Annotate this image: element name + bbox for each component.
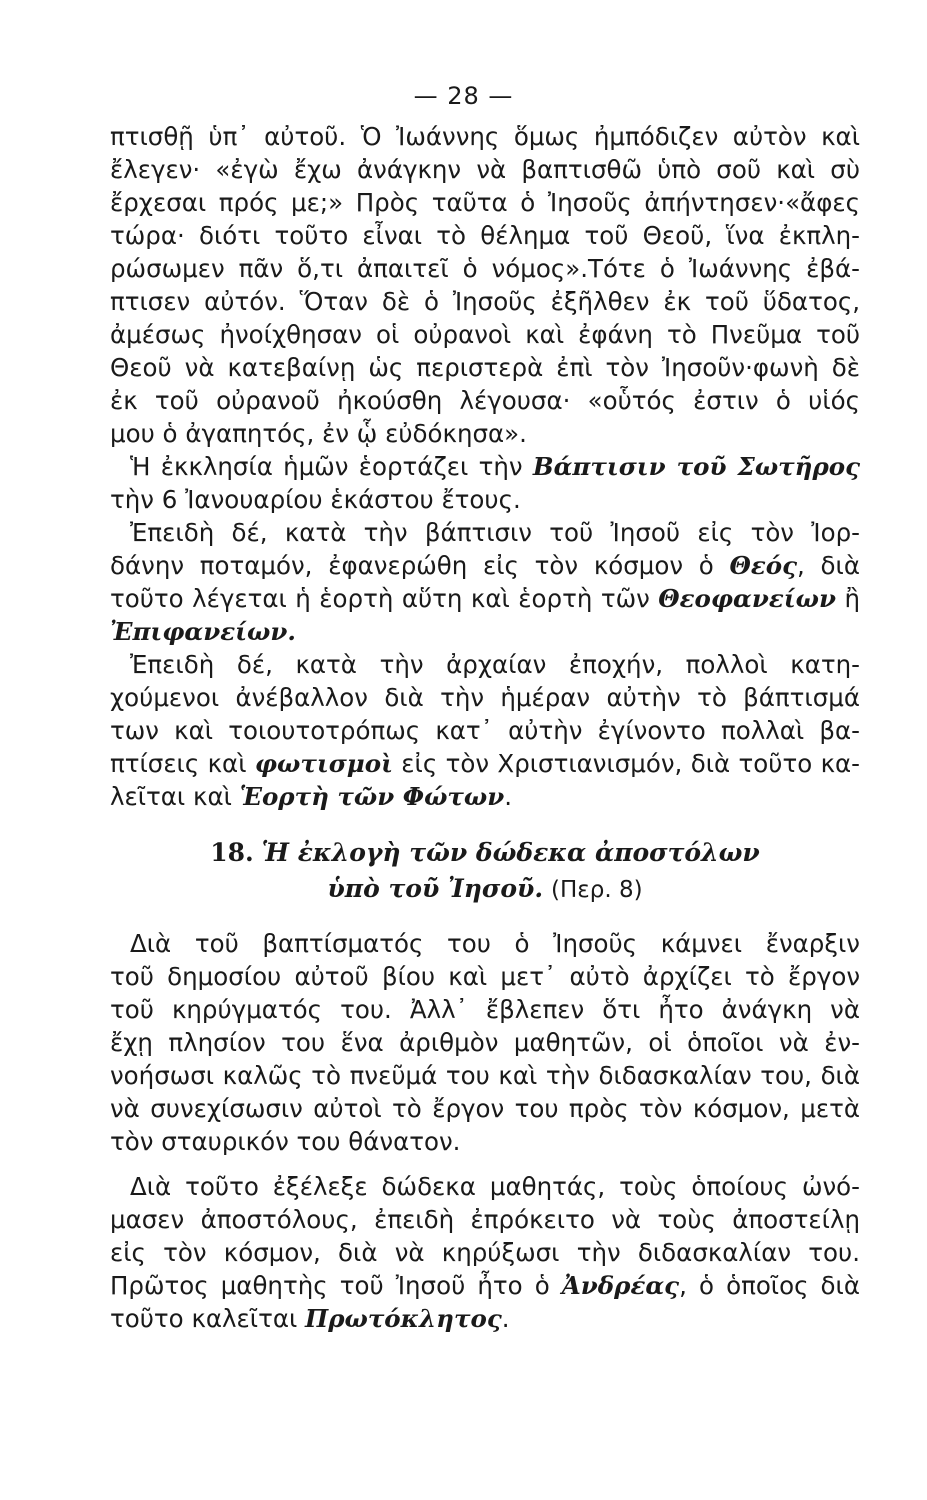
paragraph-ministry-start (110, 927, 860, 1158)
text-line: τὸν σταυρικόν του θάνατον. (110, 1127, 461, 1156)
text-line: χούμενοι ἀνέβαλλον διὰ τὴν ἡμέραν αὐτὴν τὸ βάπτισμά (110, 683, 860, 712)
emphasis-term: Πρωτόκλητος (305, 1304, 502, 1333)
text-line (110, 780, 860, 813)
text-line: Διὰ τοῦ βαπτίσματός του ὁ Ἰησοῦς κάμνει ἔναρξιν (130, 929, 860, 958)
emphasis-term: Ἐπιφανείων. (110, 617, 296, 646)
text-run: ἢ (835, 584, 860, 613)
section-title-cont: ὑπὸ τοῦ Ἰησοῦ. (327, 874, 544, 903)
text-line: Ἐπειδὴ δέ, κατὰ τὴν βάπτισιν τοῦ Ἰησοῦ εἰς τὸν Ἰορ- (130, 518, 860, 547)
text-run: δάνην ποταμόν, ἐφανερώθη εἰς τὸν κόσμον ὁ (110, 551, 730, 580)
section-number: 18. (210, 838, 254, 867)
emphasis-term: Θεός (729, 551, 798, 580)
page-number: — 28 — (413, 82, 514, 110)
text-run: . (501, 1304, 510, 1333)
text-run: . (504, 782, 513, 811)
emphasis-term: Βάπτισιν τοῦ Σωτῆρος (532, 452, 860, 481)
spacer (110, 907, 860, 927)
text-line: τοῦ δημοσίου αὐτοῦ βίου καὶ μετ᾽ αὐτὸ ἀρχίζει τὸ ἔργον (110, 962, 860, 991)
emphasis-term: Ἑορτὴ τῶν Φώτων (239, 782, 505, 811)
paragraph-feast-of-lights (110, 648, 860, 813)
emphasis-term: Θεοφανείων (658, 584, 836, 613)
text-line (110, 450, 860, 483)
text-line: ἔλεγεν· «ἐγὼ ἔχω ἀνάγκην νὰ βαπτισθῶ ὑπὸ σοῦ καὶ σὺ (110, 155, 860, 184)
paragraph-feast-date (110, 450, 860, 516)
text-line: πτισεν αὐτόν. Ὅταν δὲ ὁ Ἰησοῦς ἐξῆλθεν ἐκ τοῦ ὕδατος, (110, 287, 860, 316)
body-text (110, 120, 860, 1335)
text-run: τοῦτο καλεῖται (110, 1304, 306, 1333)
section-title: Ἡ ἐκλογὴ τῶν δώδεκα ἀποστόλων (261, 838, 760, 867)
text-line (110, 1302, 860, 1335)
text-line: των καὶ τοιουτοτρόπως κατ᾽ αὐτὴν ἐγίνοντο πολλαὶ βα- (110, 716, 860, 745)
spacer (110, 1158, 860, 1170)
emphasis-term: φωτισμοὶ (254, 749, 393, 778)
text-run: πτίσεις καὶ (110, 749, 255, 778)
text-line: τώρα· διότι τοῦτο εἶναι τὸ θέλημα τοῦ Θεοῦ, ἵνα ἐκπλη- (110, 221, 860, 250)
text-line: Ἐπειδὴ δέ, κατὰ τὴν ἀρχαίαν ἐποχήν, πολλοὶ κατη- (130, 650, 860, 679)
text-run: λεῖται καὶ (110, 782, 240, 811)
text-line: μασεν ἀποστόλους, ἐπειδὴ ἐπρόκειτο νὰ τοὺς ἀποστείλῃ (110, 1205, 860, 1234)
text-line: ρώσωμεν πᾶν ὅ,τι ἀπαιτεῖ ὁ νόμος».Τότε ὁ Ἰωάννης ἐβά- (110, 254, 860, 283)
heading-line-2 (110, 871, 860, 907)
text-line (110, 582, 860, 615)
text-line (110, 1269, 860, 1302)
text-line: Θεοῦ νὰ κατεβαίνῃ ὡς περιστερὰ ἐπὶ τὸν Ἰησοῦν·φωνὴ δὲ (110, 353, 860, 382)
text-line: εἰς τὸν κόσμον, διὰ νὰ κηρύξωσι τὴν διδασκαλίαν του. (110, 1238, 860, 1267)
text-line (110, 615, 860, 648)
text-line (110, 747, 860, 780)
section-heading (110, 835, 860, 907)
paragraph-theophany (110, 516, 860, 648)
text-line: τοῦ κηρύγματός του. Ἀλλ᾽ ἔβλεπεν ὅτι ἦτο ἀνάγκη νὰ (110, 995, 860, 1024)
text-line: Διὰ τοῦτο ἐξέλεξε δώδεκα μαθητάς, τοὺς ὁποίους ὠνό- (130, 1172, 860, 1201)
spacer (110, 813, 860, 835)
text-run: Πρῶτος μαθητὴς τοῦ Ἰησοῦ ἦτο ὁ (110, 1271, 562, 1300)
text-line (110, 549, 860, 582)
text-line: ἀμέσως ἠνοίχθησαν οἱ οὐρανοὶ καὶ ἐφάνη τὸ Πνεῦμα τοῦ (110, 320, 860, 349)
text-line: μου ὁ ἀγαπητός, ἐν ᾧ εὐδόκησα». (110, 419, 527, 448)
section-reference: (Περ. 8) (551, 877, 643, 903)
text-run: Ἡ ἐκκλησία ἡμῶν ἑορτάζει τὴν (130, 452, 533, 481)
text-line: ἔχῃ πλησίον του ἕνα ἀριθμὸν μαθητῶν, οἱ ὁποῖοι νὰ ἐν- (110, 1028, 860, 1057)
text-run: εἰς τὸν Χριστιανισμόν, διὰ τοῦτο κα- (392, 749, 860, 778)
emphasis-term: Ἀνδρέας (561, 1271, 680, 1300)
paragraph-apostles (110, 1170, 860, 1335)
text-run: , διὰ (797, 551, 860, 580)
text-run: τοῦτο λέγεται ἡ ἑορτὴ αὕτη καὶ ἑορτὴ τῶν (110, 584, 659, 613)
text-run: , ὁ ὁποῖος διὰ (679, 1271, 860, 1300)
text-line: νὰ συνεχίσωσιν αὐτοὶ τὸ ἔργον του πρὸς τὸν κόσμον, μετὰ (110, 1094, 860, 1123)
text-line: ἐκ τοῦ οὐρανοῦ ἠκούσθη λέγουσα· «οὗτός ἐστιν ὁ υἱός (110, 386, 860, 415)
text-line: ἔρχεσαι πρός με;» Πρὸς ταῦτα ὁ Ἰησοῦς ἀπήντησεν·«ἄφες (110, 188, 860, 217)
text-line: τὴν 6 Ἰανουαρίου ἑκάστου ἔτους. (110, 485, 521, 514)
text-line: νοήσωσι καλῶς τὸ πνεῦμά του καὶ τὴν διδασκαλίαν του, διὰ (110, 1061, 860, 1090)
heading-line-1 (110, 835, 860, 871)
paragraph-baptism-narrative (110, 120, 860, 450)
text-line: πτισθῇ ὑπ᾽ αὐτοῦ. Ὁ Ἰωάννης ὅμως ἠμπόδιζεν αὐτὸν καὶ (110, 122, 860, 151)
